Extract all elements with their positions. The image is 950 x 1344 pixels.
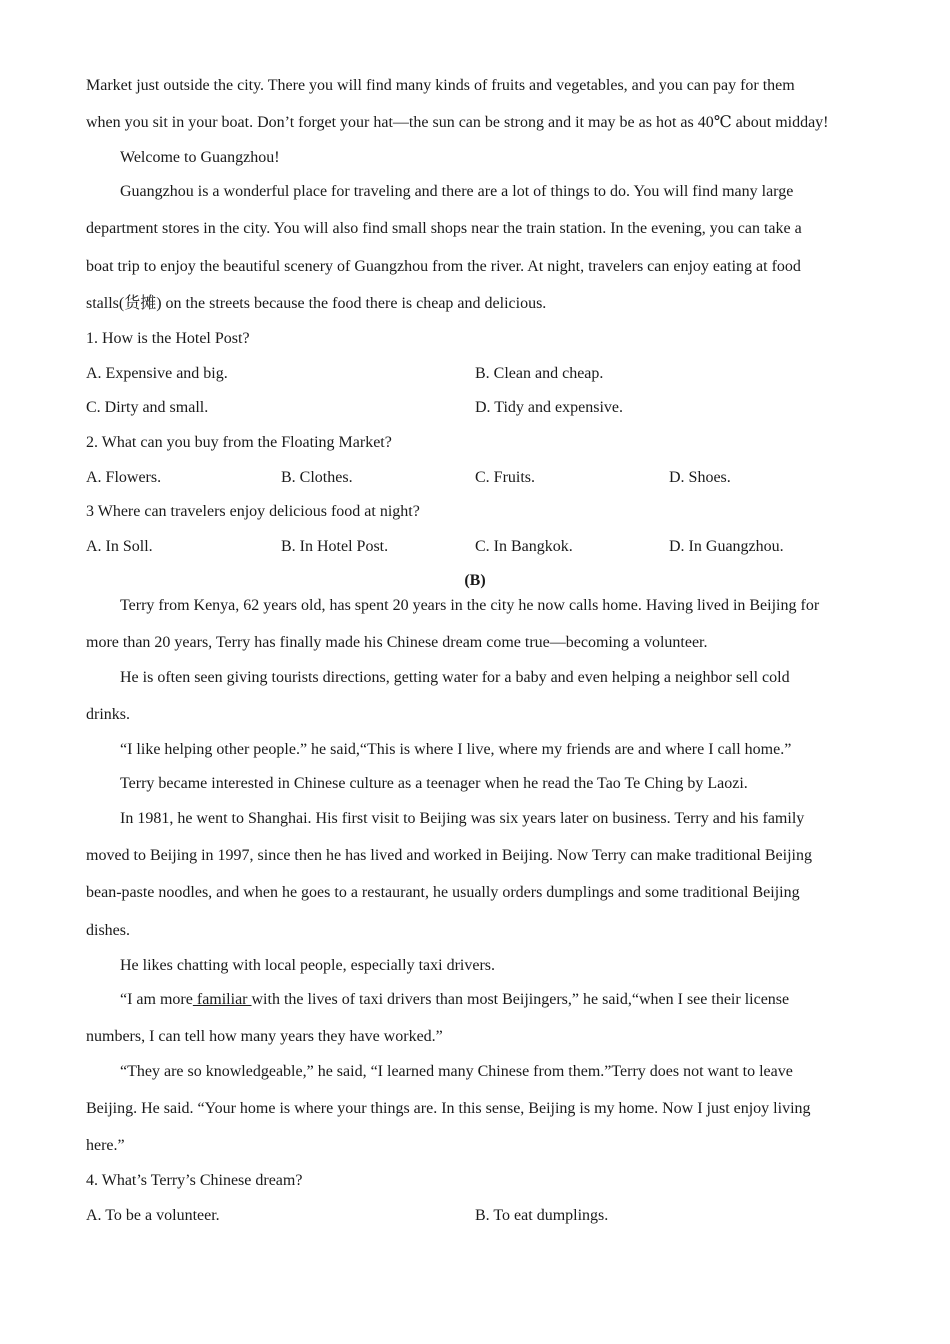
underlined-word-familiar: familiar	[192, 991, 252, 1008]
text-before: “I am more	[120, 991, 193, 1008]
answer-option: B. In Hotel Post.	[281, 538, 389, 555]
paragraph-line: Market just outside the city. There you will find many kinds of fruits and vegetables, and you can pay for them	[86, 77, 795, 94]
paragraph-line: department stores in the city. You will also find small shops near the train station. In the evening, you can take a	[86, 220, 802, 237]
paragraph-line: “They are so knowledgeable,” he said, “I learned many Chinese from them.”Terry does not want to leave	[120, 1063, 793, 1080]
paragraph-line: more than 20 years, Terry has finally made his Chinese dream come true—becoming a volunteer.	[86, 634, 708, 651]
paragraph-line: bean-paste noodles, and when he goes to a restaurant, he usually orders dumplings and some traditional Beijing	[86, 884, 800, 901]
paragraph-line: Guangzhou is a wonderful place for traveling and there are a lot of things to do. You will find many large	[120, 183, 794, 200]
answer-option: D. In Guangzhou.	[669, 538, 784, 555]
answer-option: A. Expensive and big.	[86, 365, 228, 382]
section-heading: (B)	[464, 572, 486, 589]
paragraph-line: He likes chatting with local people, especially taxi drivers.	[120, 957, 495, 974]
answer-option: B. To eat dumplings.	[475, 1207, 609, 1224]
paragraph-line: Welcome to Guangzhou!	[120, 149, 280, 166]
paragraph-line: here.”	[86, 1137, 125, 1154]
answer-option: A. In Soll.	[86, 538, 153, 555]
answer-option: B. Clothes.	[281, 469, 353, 486]
question-stem: 1. How is the Hotel Post?	[86, 330, 250, 347]
paragraph-line: In 1981, he went to Shanghai. His first visit to Beijing was six years later on business. Terry and his family	[120, 810, 805, 827]
paragraph-line: Beijing. He said. “Your home is where your things are. In this sense, Beijing is my home. Now I just enjoy living	[86, 1100, 811, 1117]
paragraph-line: drinks.	[86, 706, 130, 723]
answer-option: B. Clean and cheap.	[475, 365, 604, 382]
paragraph-line-familiar	[120, 990, 910, 1010]
answer-option: C. Dirty and small.	[86, 399, 209, 416]
answer-option: A. To be a volunteer.	[86, 1207, 220, 1224]
answer-option: D. Tidy and expensive.	[475, 399, 623, 416]
answer-option: A. Flowers.	[86, 469, 162, 486]
paragraph-line: boat trip to enjoy the beautiful scenery of Guangzhou from the river. At night, travelers can enjoy eating at food	[86, 258, 801, 275]
paragraph-line: Terry from Kenya, 62 years old, has spent 20 years in the city he now calls home. Having lived in Beijing for	[120, 597, 820, 614]
question-stem: 3 Where can travelers enjoy delicious food at night?	[86, 503, 420, 520]
paragraph-line: dishes.	[86, 922, 130, 939]
answer-option: C. Fruits.	[475, 469, 536, 486]
paragraph-line: He is often seen giving tourists directions, getting water for a baby and even helping a neighbor sell cold	[120, 669, 790, 686]
paragraph-line: when you sit in your boat. Don’t forget your hat—the sun can be strong and it may be as hot as 40℃ about midday!	[86, 114, 829, 131]
answer-option: C. In Bangkok.	[475, 538, 573, 555]
answer-option: D. Shoes.	[669, 469, 731, 486]
question-stem: 4. What’s Terry’s Chinese dream?	[86, 1172, 303, 1189]
question-stem: 2. What can you buy from the Floating Market?	[86, 434, 392, 451]
paragraph-line: moved to Beijing in 1997, since then he has lived and worked in Beijing. Now Terry can make traditional Beijing	[86, 847, 812, 864]
paragraph-line: numbers, I can tell how many years they have worked.”	[86, 1028, 443, 1045]
paragraph-line: “I like helping other people.” he said,“This is where I live, where my friends are and where I call home.”	[120, 741, 792, 758]
paragraph-line: stalls(货摊) on the streets because the food there is cheap and delicious.	[86, 295, 547, 312]
paragraph-line: Terry became interested in Chinese culture as a teenager when he read the Tao Te Ching by Laozi.	[120, 775, 748, 792]
text-after: with the lives of taxi drivers than most Beijingers,” he said,“when I see their license	[251, 991, 790, 1008]
